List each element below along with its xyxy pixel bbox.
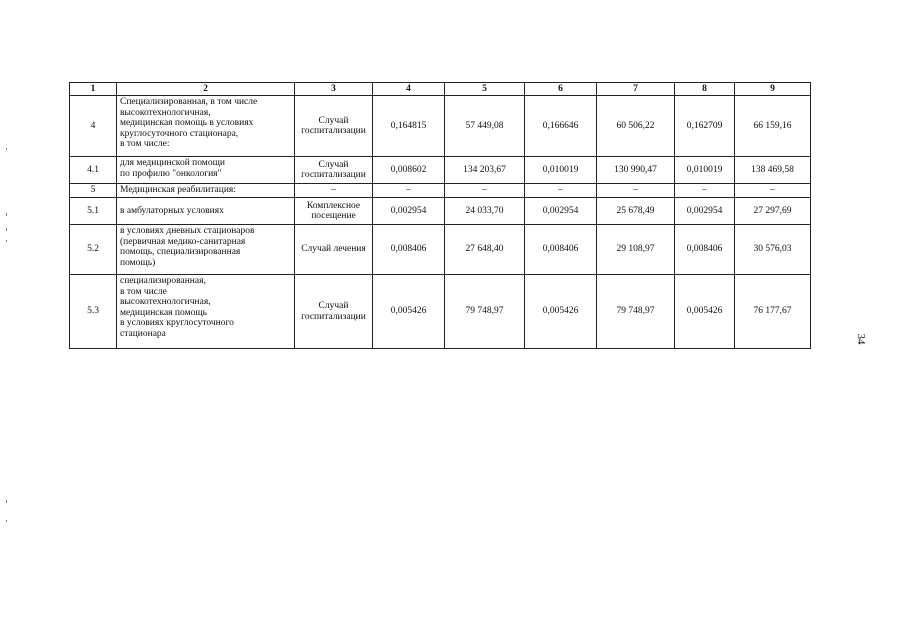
value-cell: 0,162709 <box>675 96 735 157</box>
row-description: Медицинская реабилитация: <box>117 184 295 198</box>
row-description: в амбулаторных условиях <box>117 198 295 225</box>
value-cell: 76 177,67 <box>735 275 811 349</box>
header-cell: 7 <box>597 83 675 96</box>
table-row <box>70 198 811 225</box>
value-cell: 27 297,69 <box>735 198 811 225</box>
value-cell: 57 449,08 <box>445 96 525 157</box>
value-cell: 0,008602 <box>373 157 445 184</box>
value-cell: – <box>675 184 735 198</box>
value-cell: – <box>445 184 525 198</box>
row-description: для медицинской помощи по профилю "онкология" <box>117 157 295 184</box>
scan-speck <box>6 520 7 522</box>
table-row <box>70 184 811 198</box>
value-cell: 79 748,97 <box>597 275 675 349</box>
value-cell: 24 033,70 <box>445 198 525 225</box>
row-unit: Случай госпитализации <box>295 157 373 184</box>
value-cell: 0,010019 <box>525 157 597 184</box>
value-cell: 25 678,49 <box>597 198 675 225</box>
value-cell: 0,008406 <box>373 225 445 275</box>
value-cell: 79 748,97 <box>445 275 525 349</box>
page-number: 34 <box>855 333 867 345</box>
scan-speck <box>6 240 7 242</box>
value-cell: – <box>597 184 675 198</box>
table-row <box>70 96 811 157</box>
header-cell: 1 <box>70 83 117 96</box>
table-header-row <box>70 83 811 96</box>
value-cell: 130 990,47 <box>597 157 675 184</box>
value-cell: 0,166646 <box>525 96 597 157</box>
value-cell: 0,005426 <box>525 275 597 349</box>
header-cell: 3 <box>295 83 373 96</box>
value-cell: 29 108,97 <box>597 225 675 275</box>
value-cell: 0,005426 <box>675 275 735 349</box>
value-cell: – <box>373 184 445 198</box>
row-unit: Случай госпитализации <box>295 96 373 157</box>
header-cell: 4 <box>373 83 445 96</box>
header-cell: 6 <box>525 83 597 96</box>
row-number: 5.3 <box>70 275 117 349</box>
value-cell: 0,008406 <box>675 225 735 275</box>
table-row <box>70 225 811 275</box>
scan-speck <box>6 228 7 231</box>
row-unit: Случай лечения <box>295 225 373 275</box>
row-number: 4 <box>70 96 117 157</box>
row-unit: – <box>295 184 373 198</box>
row-description: в условиях дневных стационаров (первичная медико-санитарная помощь, специализированная помощь) <box>117 225 295 275</box>
value-cell: 0,005426 <box>373 275 445 349</box>
row-unit: Комплексное посещение <box>295 198 373 225</box>
row-number: 5.1 <box>70 198 117 225</box>
value-cell: 0,002954 <box>373 198 445 225</box>
value-cell: 27 648,40 <box>445 225 525 275</box>
header-cell: 2 <box>117 83 295 96</box>
row-number: 5 <box>70 184 117 198</box>
header-cell: 9 <box>735 83 811 96</box>
scan-speck <box>6 148 7 150</box>
value-cell: 0,010019 <box>675 157 735 184</box>
row-description: специализированная, в том числе высокотехнологичная, медицинская помощь в условиях круглосуточного стационара <box>117 275 295 349</box>
value-cell: 0,008406 <box>525 225 597 275</box>
value-cell: – <box>525 184 597 198</box>
table-row <box>70 275 811 349</box>
value-cell: 0,164815 <box>373 96 445 157</box>
header-cell: 5 <box>445 83 525 96</box>
value-cell: 0,002954 <box>525 198 597 225</box>
header-cell: 8 <box>675 83 735 96</box>
value-cell: 30 576,03 <box>735 225 811 275</box>
tariff-table <box>69 82 811 349</box>
value-cell: 138 469,58 <box>735 157 811 184</box>
scan-speck <box>6 213 7 216</box>
row-number: 5.2 <box>70 225 117 275</box>
row-description: Специализированная, в том числе высокотехнологичная, медицинская помощь в условиях круглосуточного стационара, в том числе: <box>117 96 295 157</box>
value-cell: 134 203,67 <box>445 157 525 184</box>
value-cell: 60 506,22 <box>597 96 675 157</box>
value-cell: – <box>735 184 811 198</box>
table-row <box>70 157 811 184</box>
row-number: 4.1 <box>70 157 117 184</box>
scan-speck <box>6 500 7 503</box>
value-cell: 66 159,16 <box>735 96 811 157</box>
value-cell: 0,002954 <box>675 198 735 225</box>
row-unit: Случай госпитализации <box>295 275 373 349</box>
